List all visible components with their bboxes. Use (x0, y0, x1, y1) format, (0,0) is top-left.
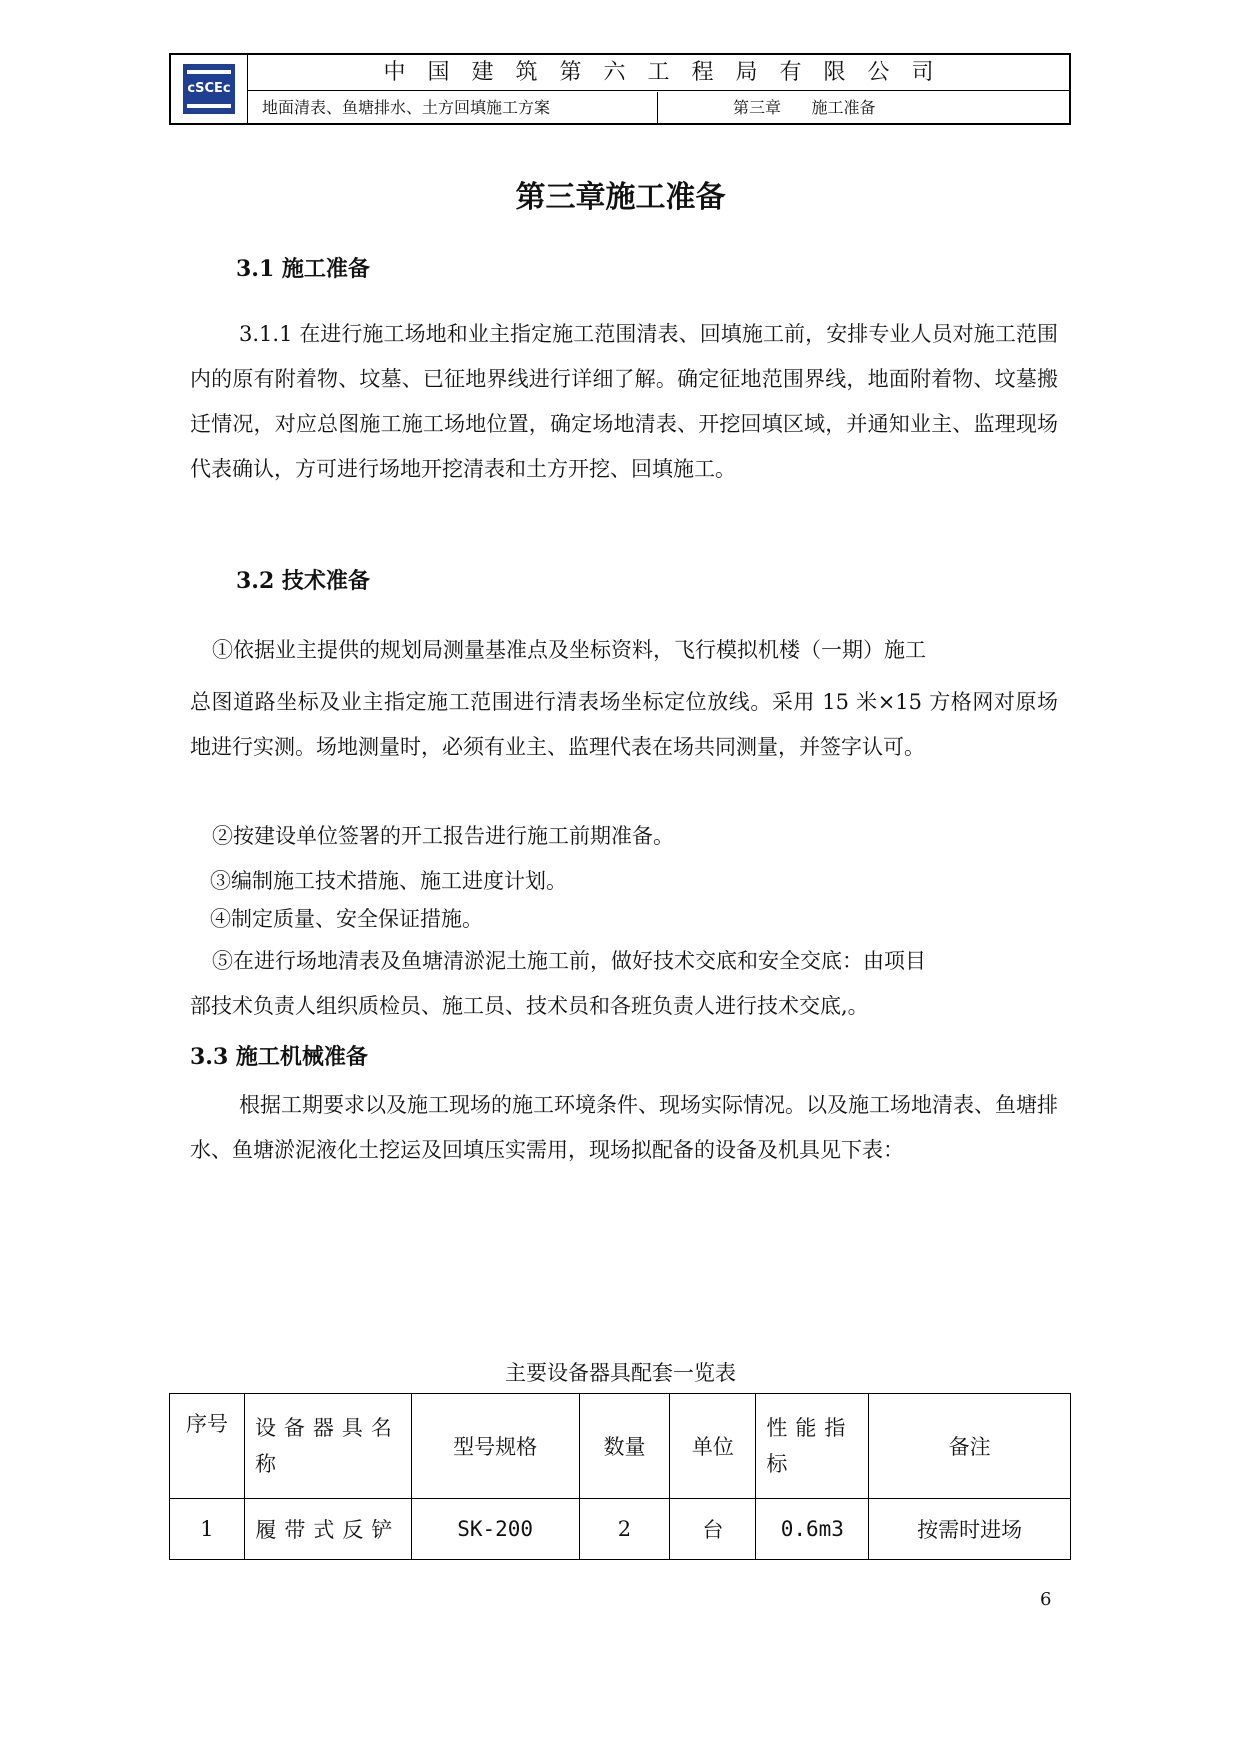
table-caption: 主要设备器具配套一览表 (505, 1361, 736, 1385)
header-remark: 备注 (869, 1394, 1071, 1499)
cell-model: SK-200 (411, 1499, 579, 1560)
tech-item-1-line-1: ①依据业主提供的规划局测量基准点及坐标资料，飞行模拟机楼（一期）施工 (212, 638, 926, 662)
header-perf: 性能指标 (756, 1394, 869, 1499)
header-model: 型号规格 (411, 1394, 579, 1499)
table-header-row (170, 1394, 1071, 1499)
tech-item-4: ④制定质量、安全保证措施。 (210, 907, 483, 931)
header-qty: 数量 (579, 1394, 670, 1499)
section-3-1-paragraph: 3.1.1 在进行施工场地和业主指定施工范围清表、回填施工前，安排专业人员对施工范围内的原有附着物、坟墓、已征地界线进行详细了解。确定征地范围界线，地面附着物、坟墓搬迁情况，对应总图施工施工场地位置，确定场地清表、开挖回填区域，并通知业主、监理现场代表确认，方可进行场地开挖清表和土方开挖、回填施工。 (190, 322, 1058, 481)
logo-stripe-bottom (187, 104, 231, 108)
page-number: 6 (1040, 1589, 1052, 1610)
logo-text: cSCEc (187, 81, 231, 96)
plan-title: 地面清表、鱼塘排水、土方回填施工方案 (248, 92, 658, 123)
tech-item-3: ③编制施工技术措施、施工进度计划。 (210, 869, 567, 893)
header-name: 设备器具名称 (244, 1394, 411, 1499)
company-name: 中国建筑第六工程局有限公司 (248, 55, 1069, 91)
logo-stripe-top (187, 70, 231, 74)
company-logo (183, 64, 235, 114)
section-3-3-paragraph: 根据工期要求以及施工现场的施工环境条件、现场实际情况。以及施工场地清表、鱼塘排水、鱼塘淤泥液化土挖运及回填压实需用，现场拟配备的设备及机具见下表： (190, 1093, 1058, 1162)
header-unit: 单位 (670, 1394, 756, 1499)
tech-item-5-line-2: 部技术负责人组织质检员、施工员、技术员和各班负责人进行技术交底,。 (190, 994, 869, 1018)
equipment-table (169, 1393, 1071, 1560)
table-row (170, 1499, 1071, 1560)
header-no: 序号 (170, 1394, 245, 1499)
chapter-label: 第三章 施工准备 (733, 98, 876, 117)
section-3-2-heading: 3.2 技术准备 (236, 568, 370, 594)
cell-no: 1 (170, 1499, 245, 1560)
header-subrow (248, 92, 1069, 123)
logo-cell (171, 55, 248, 123)
cell-perf: 0.6m3 (756, 1499, 869, 1560)
cell-unit: 台 (670, 1499, 756, 1560)
section-3-3-heading: 3.3 施工机械准备 (190, 1044, 368, 1070)
cell-qty: 2 (579, 1499, 670, 1560)
tech-item-1-rest: 总图道路坐标及业主指定施工范围进行清表场坐标定位放线。采用 15 米×15 方格网对原场地进行实测。场地测量时，必须有业主、监理代表在场共同测量，并签字认可。 (190, 690, 1058, 759)
chapter-title: 第三章施工准备 (515, 180, 726, 215)
section-3-1-heading: 3.1 施工准备 (236, 256, 370, 282)
page-header (169, 53, 1071, 125)
cell-name: 履带式反铲 (244, 1499, 411, 1560)
tech-item-2: ②按建设单位签署的开工报告进行施工前期准备。 (212, 824, 674, 848)
cell-remark: 按需时进场 (869, 1499, 1071, 1560)
tech-item-5-line-1: ⑤在进行场地清表及鱼塘清淤泥土施工前，做好技术交底和安全交底：由项目 (212, 949, 926, 973)
